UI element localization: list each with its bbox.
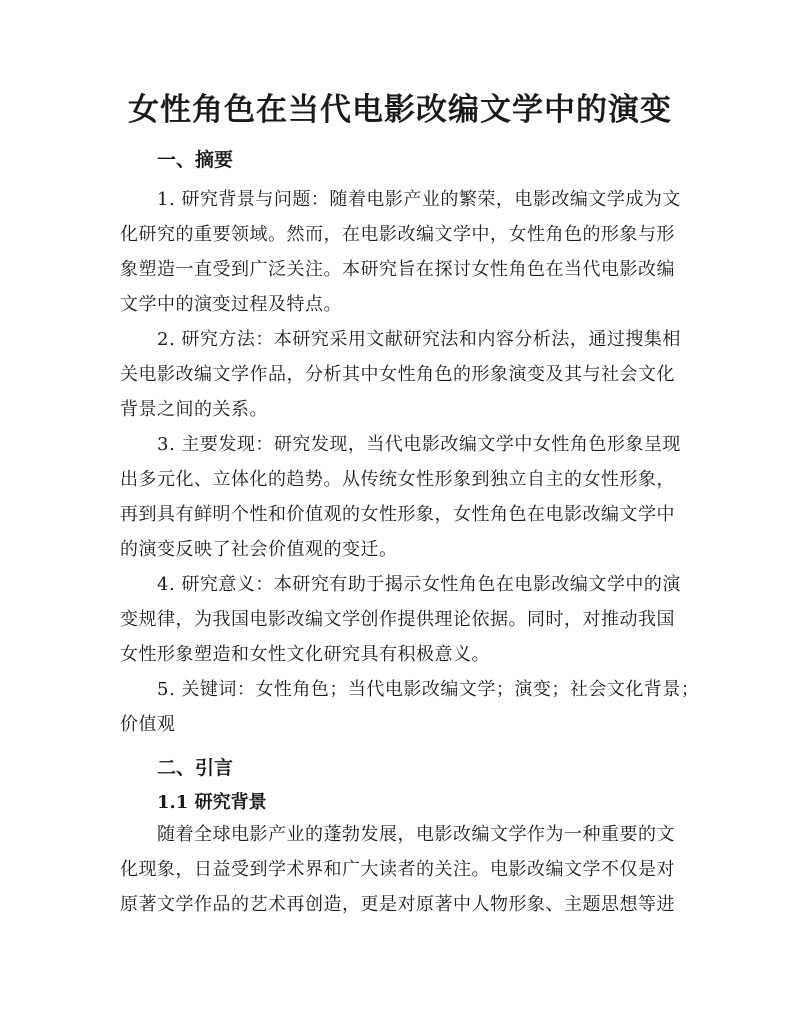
text-line: 4. 研究意义：本研究有助于揭示女性角色在电影改编文学中的演 (157, 574, 681, 595)
section-heading-abstract: 一、摘要 (157, 149, 234, 171)
text-line: 原著文学作品的艺术再创造，更是对原著中人物形象、主题思想等进 (120, 894, 675, 915)
text-line: 的演变反映了社会价值观的变迁。 (120, 539, 398, 560)
abstract-item-1 (120, 182, 690, 322)
abstract-item-4 (120, 567, 690, 672)
text-line: 2. 研究方法：本研究采用文献研究法和内容分析法，通过搜集相 (157, 329, 681, 350)
section-heading-introduction: 二、引言 (157, 757, 234, 779)
text-line: 再到具有鲜明个性和价值观的女性形象，女性角色在电影改编文学中 (120, 504, 675, 525)
text-line: 背景之间的关系。 (120, 399, 268, 420)
text-line: 出多元化、立体化的趋势。从传统女性形象到独立自主的女性形象， (120, 469, 675, 490)
abstract-item-2 (120, 322, 690, 427)
abstract-item-5 (120, 672, 700, 742)
text-line: 随着全球电影产业的蓬勃发展，电影改编文学作为一种重要的文 (157, 824, 675, 845)
text-line: 关电影改编文学作品，分析其中女性角色的形象演变及其与社会文化 (120, 364, 675, 385)
subsection-heading-background: 1.1 研究背景 (157, 792, 267, 813)
abstract-item-3 (120, 427, 690, 567)
document-title: 女性角色在当代电影改编文学中的演变 (128, 92, 672, 128)
text-line: 5. 关键词：女性角色；当代电影改编文学；演变；社会文化背景； (157, 679, 700, 700)
text-line: 象塑造一直受到广泛关注。本研究旨在探讨女性角色在当代电影改编 (120, 259, 675, 280)
text-line: 3. 主要发现：研究发现，当代电影改编文学中女性角色形象呈现 (157, 434, 681, 455)
text-line: 变规律，为我国电影改编文学创作提供理论依据。同时，对推动我国 (120, 609, 675, 630)
text-line: 女性形象塑造和女性文化研究具有积极意义。 (120, 644, 490, 665)
text-line: 化现象，日益受到学术界和广大读者的关注。电影改编文学不仅是对 (120, 859, 675, 880)
text-line: 化研究的重要领域。然而，在电影改编文学中，女性角色的形象与形 (120, 224, 675, 245)
text-line: 文学中的演变过程及特点。 (120, 294, 342, 315)
text-line: 1. 研究背景与问题：随着电影产业的繁荣，电影改编文学成为文 (157, 189, 681, 210)
text-line: 价值观 (120, 714, 176, 735)
intro-paragraph (120, 817, 690, 922)
